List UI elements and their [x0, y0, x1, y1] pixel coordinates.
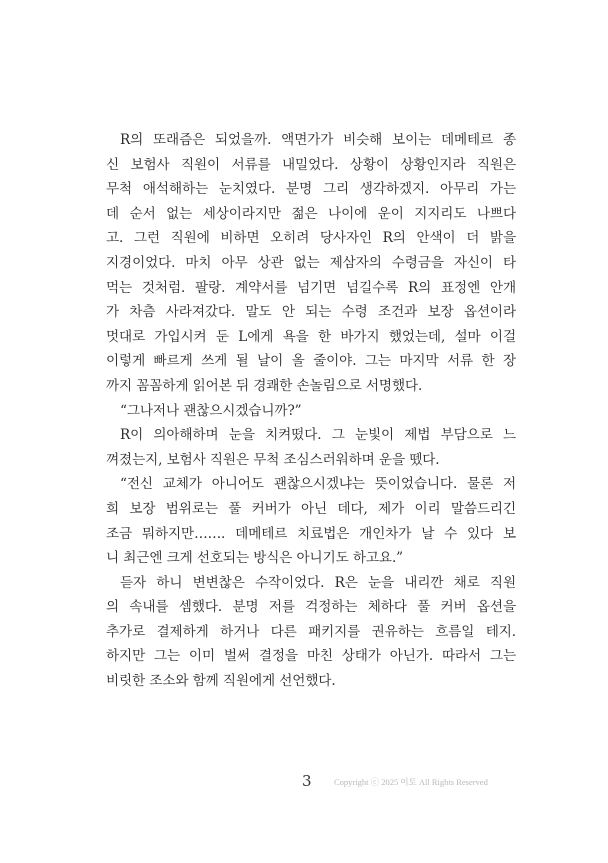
text-line: “그나저나 괜찮으시겠습니까?”: [120, 402, 302, 419]
text-line: “전신 교체가 아니어도 괜찮으시겠냐는 뜻이었습니다. 물론 저: [120, 476, 516, 493]
text-line: 추가로 결제하게 하거나 다른 패키지를 권유하는 흐름일 테지.: [106, 623, 516, 640]
page-footer: [0, 770, 608, 794]
text-line: 니 최근엔 크게 선호되는 방식은 아니기도 하고요.”: [106, 550, 404, 567]
body-text: [106, 128, 516, 694]
text-line: 가 차츰 사라져갔다. 말도 안 되는 수령 조건과 보장 옵션이라: [106, 304, 516, 321]
text-line: 희 보장 범위로는 풀 커버가 아닌 데다, 제가 이리 말씀드리긴: [106, 500, 516, 517]
text-line: 비릿한 조소와 함께 직원에게 선언했다.: [106, 673, 336, 690]
text-line: 지경이었다. 마치 아무 상관 없는 제삼자의 수령금을 자신이 타: [106, 254, 516, 271]
text-line: 듣자 하니 변변찮은 수작이었다. R은 눈을 내리깐 채로 직원: [120, 574, 516, 591]
text-line: 이렇게 빠르게 쓰게 될 날이 올 줄이야. 그는 마지막 서류 한 장: [106, 353, 516, 370]
text-line: 조금 뭐하지만……. 데메테르 치료법은 개인차가 날 수 있다 보: [106, 525, 516, 542]
page-number: 3: [302, 772, 312, 790]
text-line: 무척 애석해하는 눈치였다. 분명 그리 생각하겠지. 아무리 가는: [106, 181, 516, 198]
text-line: 의 속내를 셈했다. 분명 저를 걱정하는 체하다 풀 커버 옵션을: [106, 599, 516, 616]
text-line: 멋대로 가입시켜 둔 L에게 욕을 한 바가지 했었는데, 설마 이걸: [106, 328, 516, 345]
text-line: 까지 꼼꼼하게 읽어본 뒤 경쾌한 손놀림으로 서명했다.: [106, 377, 423, 394]
text-line: 먹는 것처럼. 팔랑. 계약서를 넘기면 넘길수록 R의 표정엔 안개: [106, 279, 516, 296]
text-line: 데 순서 없는 세상이라지만 젊은 나이에 운이 지지리도 나쁘다: [106, 205, 516, 222]
text-line: R의 또래즘은 되었을까. 액면가가 비슷해 보이는 데메테르 종: [120, 132, 516, 148]
text-line: 껴졌는지, 보험사 직원은 무척 조심스러워하며 운을 뗐다.: [106, 451, 440, 468]
text-line: R이 의아해하며 눈을 치켜떴다. 그 눈빛이 제법 부담으로 느: [120, 427, 516, 444]
text-line: 하지만 그는 이미 벌써 결정을 마친 상태가 아닌가. 따라서 그는: [106, 648, 516, 665]
copyright-notice: Copyright ⓒ 2025 이토 All Rights Reserved: [334, 777, 488, 787]
text-line: 고. 그런 직원에 비하면 오히려 당사자인 R의 안색이 더 밝을: [106, 230, 516, 247]
text-line: 신 보험사 직원이 서류를 내밀었다. 상황이 상황인지라 직원은: [106, 156, 516, 173]
